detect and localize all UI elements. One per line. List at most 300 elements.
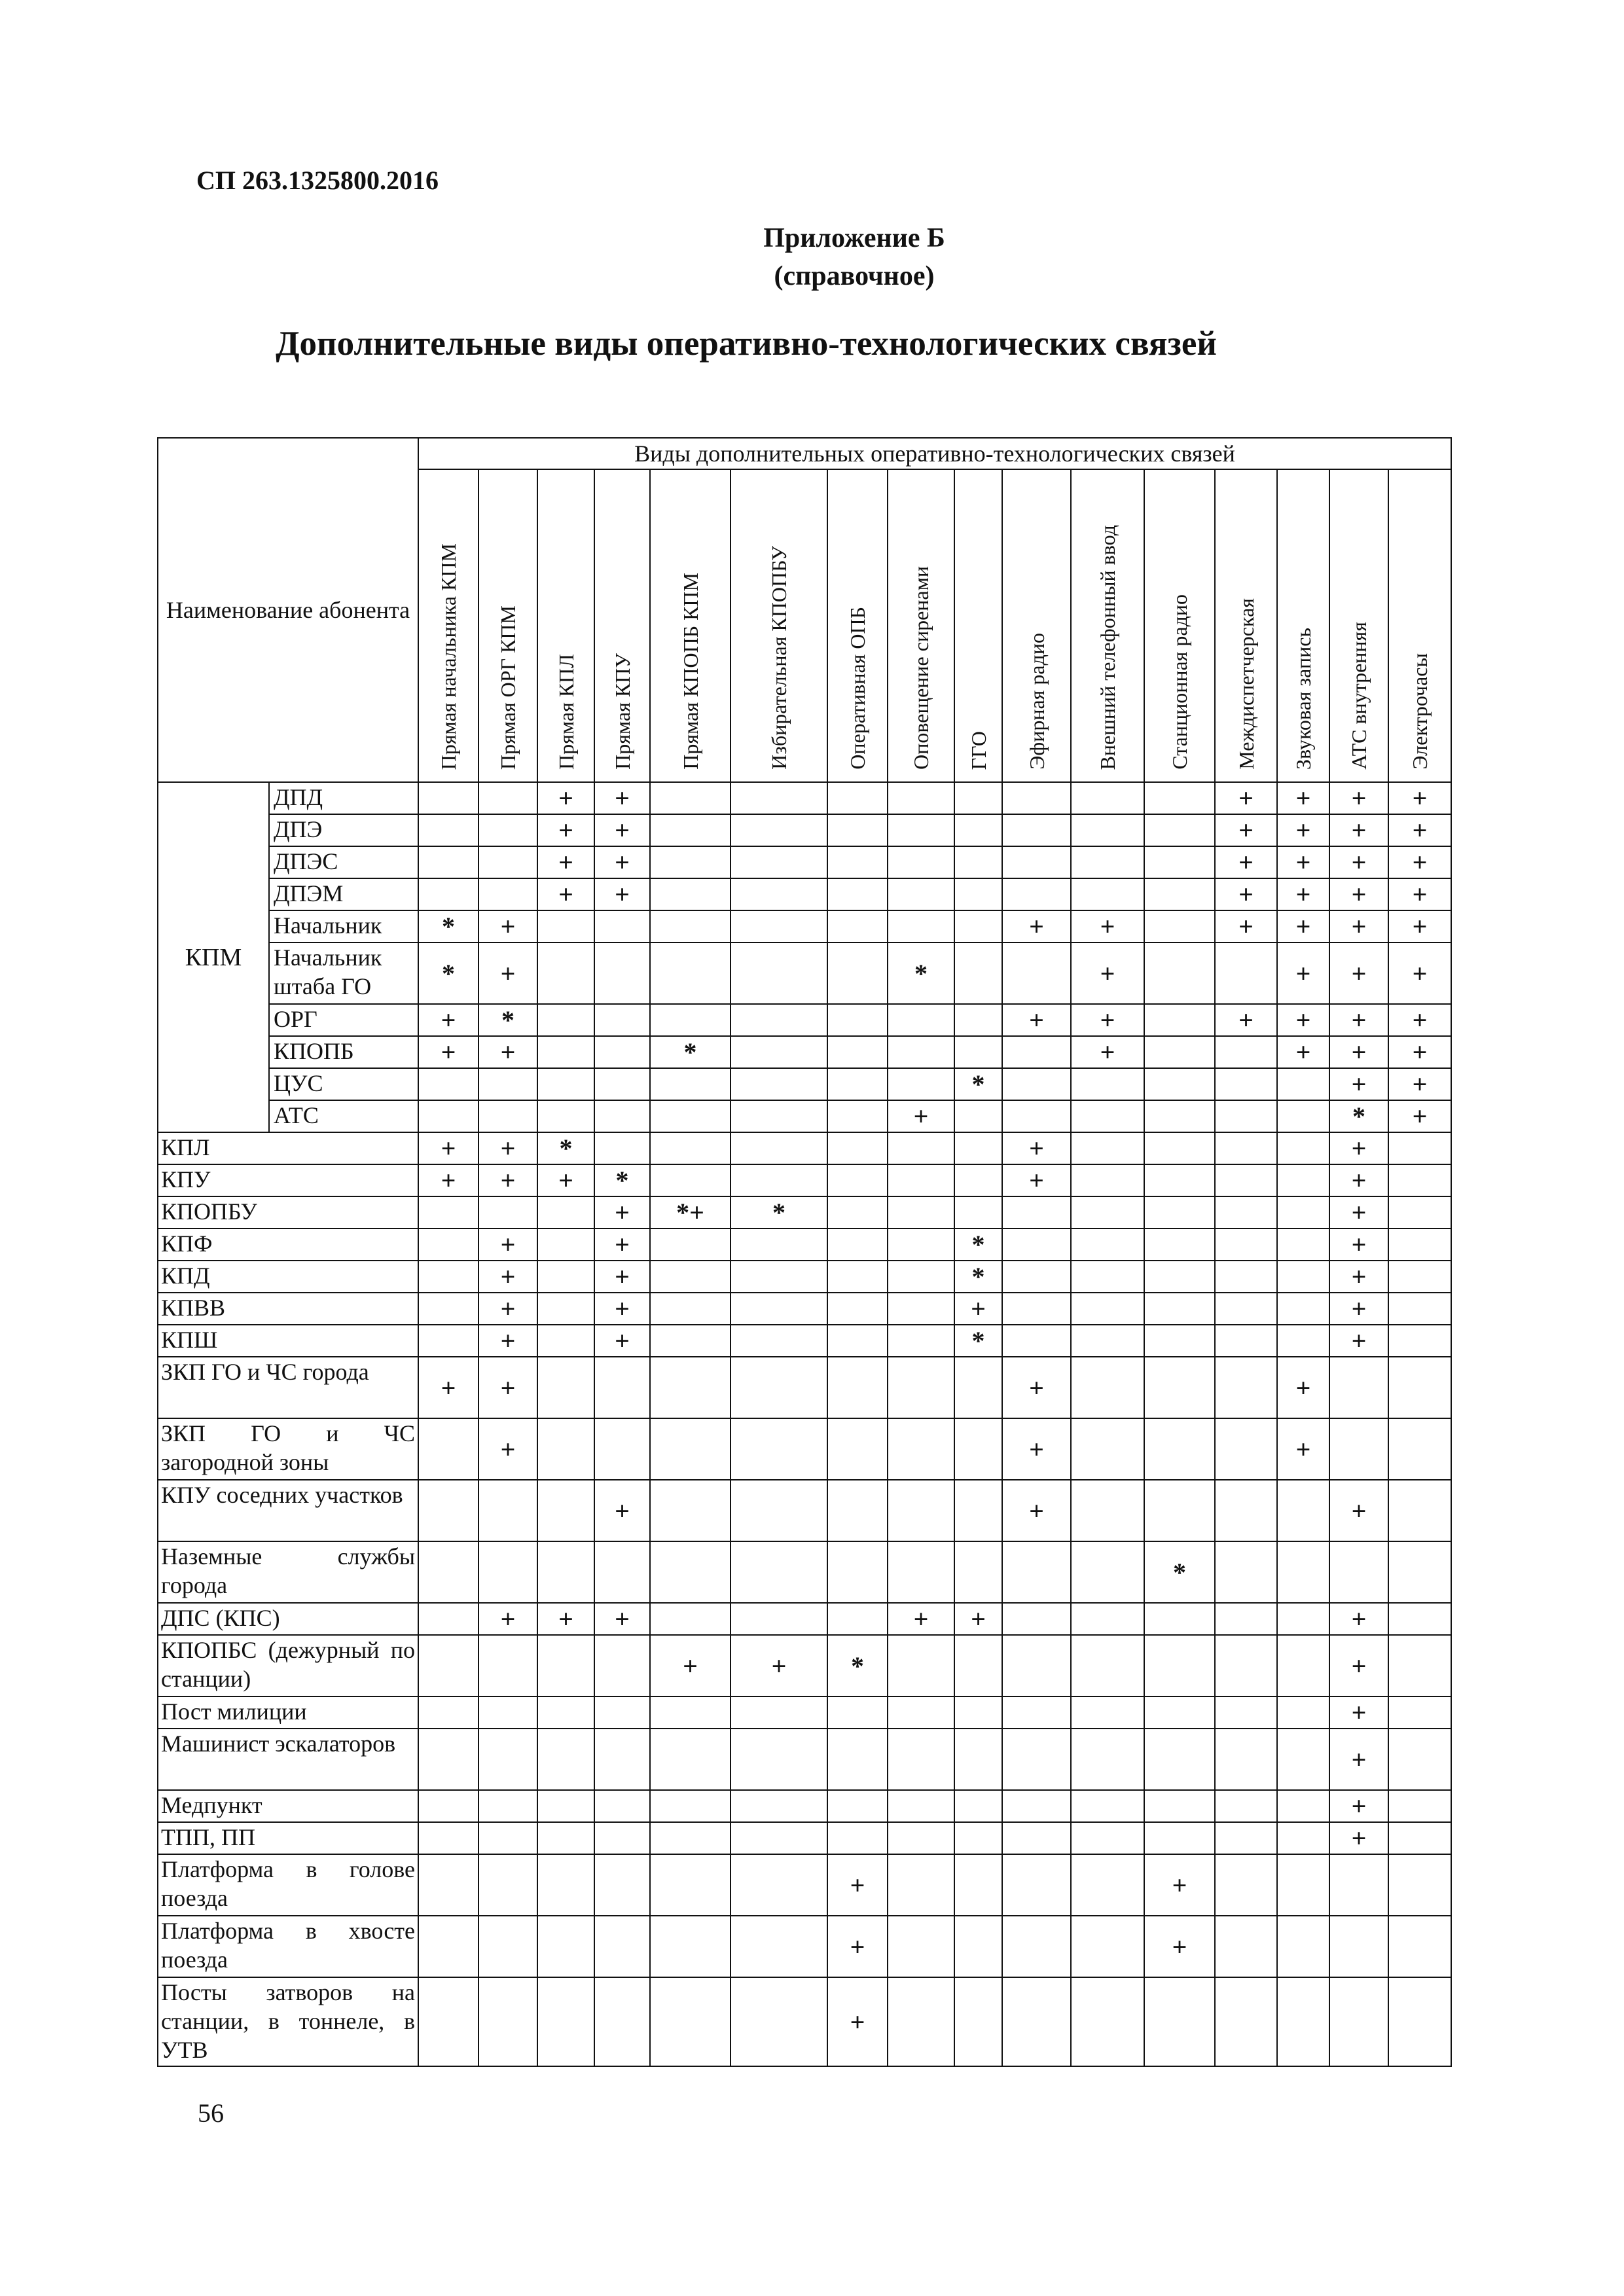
table-cell: +	[537, 1164, 594, 1196]
table-cell	[888, 846, 954, 878]
table-cell	[1144, 1261, 1215, 1293]
communications-table	[157, 437, 1452, 2067]
column-header-label: Электрочасы	[1408, 653, 1432, 770]
table-cell	[650, 1068, 731, 1100]
row-name: КПЛ	[158, 1132, 418, 1164]
table-cell: +	[1215, 1004, 1277, 1036]
table-cell: *	[954, 1068, 1002, 1100]
table-cell	[418, 846, 478, 878]
table-cell: +	[1215, 814, 1277, 846]
column-header-label: Междиспетчерская	[1234, 598, 1258, 770]
table-cell	[1215, 1132, 1277, 1164]
table-cell: *	[954, 1261, 1002, 1293]
table-cell	[594, 910, 650, 942]
table-cell	[418, 1325, 478, 1357]
table-cell	[1215, 1696, 1277, 1729]
table-cell	[478, 1635, 537, 1696]
table-cell: +	[594, 814, 650, 846]
table-cell	[827, 782, 888, 814]
table-cell	[478, 1822, 537, 1854]
table-cell	[650, 1418, 731, 1480]
table-row	[158, 1822, 1451, 1854]
table-cell: +	[1329, 1004, 1388, 1036]
table-cell	[537, 1325, 594, 1357]
column-header-label: Внешний телефонный ввод	[1096, 524, 1120, 770]
table-cell: *	[888, 942, 954, 1004]
table-cell	[594, 1004, 650, 1036]
table-cell: +	[1329, 1603, 1388, 1635]
table-cell	[1277, 1790, 1329, 1822]
table-cell	[827, 814, 888, 846]
table-cell	[1144, 1696, 1215, 1729]
table-cell	[1144, 942, 1215, 1004]
table-cell	[1388, 1418, 1451, 1480]
row-name: Платформа в голове поезда	[158, 1854, 418, 1916]
table-cell	[954, 1696, 1002, 1729]
table-cell: +	[1071, 1036, 1144, 1068]
table-cell	[1002, 1822, 1071, 1854]
table-cell	[1002, 1854, 1071, 1916]
table-cell	[827, 1729, 888, 1790]
table-cell	[1071, 1293, 1144, 1325]
column-header	[1388, 469, 1451, 782]
table-cell	[1144, 1729, 1215, 1790]
table-cell	[1071, 1325, 1144, 1357]
column-header	[827, 469, 888, 782]
table-cell	[1388, 1696, 1451, 1729]
table-cell	[478, 1916, 537, 1977]
table-row	[158, 1603, 1451, 1635]
table-cell: +	[594, 782, 650, 814]
table-cell: +	[537, 1603, 594, 1635]
table-cell	[1215, 1977, 1277, 2066]
table-cell	[731, 846, 827, 878]
column-header-label: Прямая КПОПБ КПМ	[678, 573, 702, 770]
table-cell	[1071, 1164, 1144, 1196]
table-cell	[418, 1729, 478, 1790]
table-cell	[1215, 1635, 1277, 1696]
table-cell	[731, 942, 827, 1004]
table-cell	[1002, 1729, 1071, 1790]
table-cell: +	[1329, 942, 1388, 1004]
table-cell	[954, 1480, 1002, 1541]
appendix-label: Приложение Б	[763, 223, 945, 253]
table-cell: +	[827, 1977, 888, 2066]
table-cell	[888, 1854, 954, 1916]
table-cell	[1215, 1164, 1277, 1196]
table-cell: +	[1002, 910, 1071, 942]
table-cell	[1144, 1293, 1215, 1325]
table-cell	[731, 1068, 827, 1100]
table-cell	[1144, 1132, 1215, 1164]
table-cell	[1002, 878, 1071, 910]
table-cell	[1002, 1068, 1071, 1100]
table-row	[158, 1068, 1451, 1100]
table-cell	[731, 1132, 827, 1164]
table-cell	[594, 1916, 650, 1977]
table-cell: +	[1002, 1480, 1071, 1541]
appendix-type: (справочное)	[774, 261, 935, 291]
table-cell	[731, 1261, 827, 1293]
table-cell	[954, 1635, 1002, 1696]
table-cell	[478, 1068, 537, 1100]
table-cell	[478, 1696, 537, 1729]
table-cell	[1215, 1068, 1277, 1100]
table-cell	[650, 1164, 731, 1196]
table-cell: +	[478, 1325, 537, 1357]
table-row	[158, 1696, 1451, 1729]
table-cell	[594, 1977, 650, 2066]
table-cell	[827, 1164, 888, 1196]
table-cell	[827, 910, 888, 942]
table-cell	[1277, 1977, 1329, 2066]
table-cell	[954, 1196, 1002, 1229]
table-cell	[888, 1790, 954, 1822]
table-cell: +	[1071, 1004, 1144, 1036]
table-cell	[888, 910, 954, 942]
table-cell	[1388, 1729, 1451, 1790]
table-cell	[1144, 878, 1215, 910]
table-cell	[537, 1357, 594, 1418]
table-cell	[827, 846, 888, 878]
table-cell	[650, 1729, 731, 1790]
table-cell	[1277, 1068, 1329, 1100]
table-cell	[731, 1541, 827, 1603]
appendix-heading	[658, 219, 1051, 295]
table-cell	[827, 1480, 888, 1541]
table-cell	[650, 1100, 731, 1132]
table-cell: +	[1329, 846, 1388, 878]
table-cell	[1071, 1357, 1144, 1418]
table-row	[158, 1132, 1451, 1164]
table-cell	[1071, 1100, 1144, 1132]
table-cell	[827, 1100, 888, 1132]
table-cell	[954, 1790, 1002, 1822]
table-cell	[954, 910, 1002, 942]
table-cell: *	[827, 1635, 888, 1696]
table-cell	[1144, 1036, 1215, 1068]
table-cell: +	[594, 1196, 650, 1229]
table-cell	[650, 1480, 731, 1541]
table-cell: +	[1329, 1480, 1388, 1541]
table-cell: +	[1071, 942, 1144, 1004]
table-cell: *	[731, 1196, 827, 1229]
table-cell: +	[1144, 1854, 1215, 1916]
column-header-label: Станционная радио	[1168, 594, 1192, 770]
table-cell	[888, 814, 954, 846]
table-cell	[650, 1790, 731, 1822]
table-cell	[1215, 1036, 1277, 1068]
table-cell	[1144, 1977, 1215, 2066]
table-cell	[650, 846, 731, 878]
table-cell	[1002, 942, 1071, 1004]
table-cell	[1071, 846, 1144, 878]
column-header	[888, 469, 954, 782]
table-cell	[478, 846, 537, 878]
table-cell	[537, 1635, 594, 1696]
table-cell	[537, 942, 594, 1004]
table-cell: +	[1002, 1004, 1071, 1036]
table-cell	[650, 1229, 731, 1261]
table-cell: +	[1071, 910, 1144, 942]
table-row	[158, 814, 1451, 846]
table-cell	[1388, 1603, 1451, 1635]
table-cell	[1071, 878, 1144, 910]
table-cell	[1388, 1261, 1451, 1293]
table-cell	[1071, 1229, 1144, 1261]
column-header	[954, 469, 1002, 782]
table-cell: +	[418, 1004, 478, 1036]
table-cell	[1071, 1696, 1144, 1729]
table-cell	[827, 1696, 888, 1729]
table-cell	[1388, 1635, 1451, 1696]
table-cell	[478, 1977, 537, 2066]
table-cell	[954, 1729, 1002, 1790]
row-name: КПУ	[158, 1164, 418, 1196]
table-cell	[731, 910, 827, 942]
row-name: КПУ соседних участков	[158, 1480, 418, 1541]
table-cell: +	[1002, 1132, 1071, 1164]
table-cell: +	[827, 1854, 888, 1916]
table-cell: +	[1388, 782, 1451, 814]
table-cell: +	[1329, 782, 1388, 814]
table-cell	[594, 1854, 650, 1916]
table-cell	[650, 1822, 731, 1854]
table-cell	[1277, 1854, 1329, 1916]
column-header-label: Оповещение сиренами	[909, 566, 933, 770]
table-cell	[888, 1977, 954, 2066]
table-cell: +	[1329, 878, 1388, 910]
table-cell	[650, 1357, 731, 1418]
table-cell	[827, 1036, 888, 1068]
table-cell	[827, 1418, 888, 1480]
table-row	[158, 1854, 1451, 1916]
table-cell	[1215, 1357, 1277, 1418]
table-cell	[1144, 1418, 1215, 1480]
table-cell	[1002, 1036, 1071, 1068]
table-cell	[827, 942, 888, 1004]
column-header	[731, 469, 827, 782]
row-name: Пост милиции	[158, 1696, 418, 1729]
table-cell	[1002, 814, 1071, 846]
column-header	[1277, 469, 1329, 782]
table-cell: +	[1277, 910, 1329, 942]
table-cell	[888, 1357, 954, 1418]
group-label-kpm: КПМ	[158, 782, 269, 1132]
table-cell	[1215, 1325, 1277, 1357]
table-cell	[1071, 1977, 1144, 2066]
table-cell	[418, 1229, 478, 1261]
table-cell	[478, 1854, 537, 1916]
table-cell	[954, 814, 1002, 846]
table-cell	[594, 1418, 650, 1480]
table-cell: *+	[650, 1196, 731, 1229]
table-cell	[418, 1603, 478, 1635]
table-cell	[827, 1357, 888, 1418]
table-cell	[827, 1004, 888, 1036]
table-cell	[1215, 1822, 1277, 1854]
table-cell: +	[1329, 1164, 1388, 1196]
table-cell	[827, 1790, 888, 1822]
table-cell: +	[594, 1293, 650, 1325]
table-cell	[650, 814, 731, 846]
table-cell	[1071, 1603, 1144, 1635]
table-row	[158, 910, 1451, 942]
table-cell	[537, 1854, 594, 1916]
table-cell: +	[1144, 1916, 1215, 1977]
table-cell: +	[594, 1603, 650, 1635]
table-cell: +	[594, 1261, 650, 1293]
table-cell	[1329, 1418, 1388, 1480]
table-cell	[888, 1916, 954, 1977]
table-cell	[1144, 1635, 1215, 1696]
table-cell	[1071, 1068, 1144, 1100]
table-cell	[537, 1068, 594, 1100]
table-cell	[1144, 1822, 1215, 1854]
table-cell	[1388, 1164, 1451, 1196]
table-cell	[418, 1541, 478, 1603]
table-cell	[1002, 1293, 1071, 1325]
table-cell	[1388, 1132, 1451, 1164]
table-cell	[1277, 1822, 1329, 1854]
table-cell: *	[594, 1164, 650, 1196]
table-cell	[1071, 1729, 1144, 1790]
table-cell	[594, 1036, 650, 1068]
table-cell	[418, 1261, 478, 1293]
table-cell: +	[594, 1229, 650, 1261]
table-cell	[731, 1822, 827, 1854]
table-cell	[1144, 1790, 1215, 1822]
table-cell	[827, 1068, 888, 1100]
table-cell: +	[1388, 1100, 1451, 1132]
table-cell: *	[537, 1132, 594, 1164]
table-cell: +	[478, 1603, 537, 1635]
table-row	[158, 1729, 1451, 1790]
table-cell	[1277, 1916, 1329, 1977]
table-cell: +	[594, 1325, 650, 1357]
table-cell: +	[1388, 846, 1451, 878]
table-cell	[731, 814, 827, 846]
table-cell	[478, 1196, 537, 1229]
table-cell	[1144, 1196, 1215, 1229]
table-cell	[594, 1790, 650, 1822]
table-cell: +	[827, 1916, 888, 1977]
table-cell	[1144, 782, 1215, 814]
table-cell	[650, 910, 731, 942]
table-cell	[1388, 1977, 1451, 2066]
table-cell	[418, 814, 478, 846]
table-cell	[1215, 1261, 1277, 1293]
table-cell	[827, 1132, 888, 1164]
table-cell	[1277, 1696, 1329, 1729]
table-row	[158, 1790, 1451, 1822]
table-cell	[827, 878, 888, 910]
table-cell	[1215, 1196, 1277, 1229]
table-cell	[731, 1418, 827, 1480]
row-name: ДПЭМ	[269, 878, 418, 910]
table-cell	[731, 1480, 827, 1541]
table-cell	[537, 1729, 594, 1790]
table-cell	[418, 1854, 478, 1916]
table-cell	[478, 1541, 537, 1603]
row-name: КПОПБС (дежурный по станции)	[158, 1635, 418, 1696]
table-cell	[888, 782, 954, 814]
table-cell	[827, 1822, 888, 1854]
table-cell	[1144, 814, 1215, 846]
table-cell	[418, 1822, 478, 1854]
table-cell	[537, 1100, 594, 1132]
table-cell	[418, 1480, 478, 1541]
table-cell	[888, 1261, 954, 1293]
table-cell	[1277, 1603, 1329, 1635]
table-cell: +	[418, 1036, 478, 1068]
table-cell	[1388, 1916, 1451, 1977]
table-cell: +	[954, 1603, 1002, 1635]
table-cell	[1002, 1196, 1071, 1229]
table-cell	[650, 1293, 731, 1325]
table-cell: +	[1215, 910, 1277, 942]
table-cell	[1388, 1480, 1451, 1541]
table-cell	[731, 878, 827, 910]
table-cell	[418, 1418, 478, 1480]
table-cell	[827, 1325, 888, 1357]
table-cell	[731, 1325, 827, 1357]
table-cell	[594, 1068, 650, 1100]
row-name: Начальник	[269, 910, 418, 942]
table-cell	[1144, 1164, 1215, 1196]
table-cell	[1144, 1100, 1215, 1132]
table-cell	[537, 1196, 594, 1229]
table-cell	[1002, 1261, 1071, 1293]
table-cell	[888, 1325, 954, 1357]
table-cell	[650, 1916, 731, 1977]
table-row	[158, 1293, 1451, 1325]
table-cell	[1002, 1325, 1071, 1357]
table-cell: +	[1002, 1418, 1071, 1480]
column-header	[594, 469, 650, 782]
table-cell	[418, 878, 478, 910]
table-cell: +	[1277, 1418, 1329, 1480]
table-cell	[418, 1696, 478, 1729]
row-name: Наземные службы города	[158, 1541, 418, 1603]
table-cell	[1329, 1541, 1388, 1603]
table-cell	[954, 1036, 1002, 1068]
table-cell	[1071, 1541, 1144, 1603]
table-cell	[1144, 846, 1215, 878]
column-header-label: АТС внутренняя	[1347, 622, 1371, 770]
table-cell	[418, 1635, 478, 1696]
table-cell: +	[1002, 1164, 1071, 1196]
table-cell	[731, 1977, 827, 2066]
table-cell	[418, 1293, 478, 1325]
table-cell	[954, 1100, 1002, 1132]
table-cell: +	[478, 1357, 537, 1418]
table-cell: +	[1329, 1196, 1388, 1229]
table-cell: +	[537, 846, 594, 878]
table-cell: +	[478, 1418, 537, 1480]
table-cell	[1277, 1635, 1329, 1696]
table-cell: +	[1215, 878, 1277, 910]
table-cell: +	[888, 1100, 954, 1132]
table-cell	[1215, 1541, 1277, 1603]
table-cell: *	[650, 1036, 731, 1068]
table-cell	[594, 1100, 650, 1132]
table-cell	[1071, 1916, 1144, 1977]
table-cell	[1277, 1229, 1329, 1261]
table-cell	[1144, 1229, 1215, 1261]
table-cell: +	[1002, 1357, 1071, 1418]
table-cell	[954, 1854, 1002, 1916]
